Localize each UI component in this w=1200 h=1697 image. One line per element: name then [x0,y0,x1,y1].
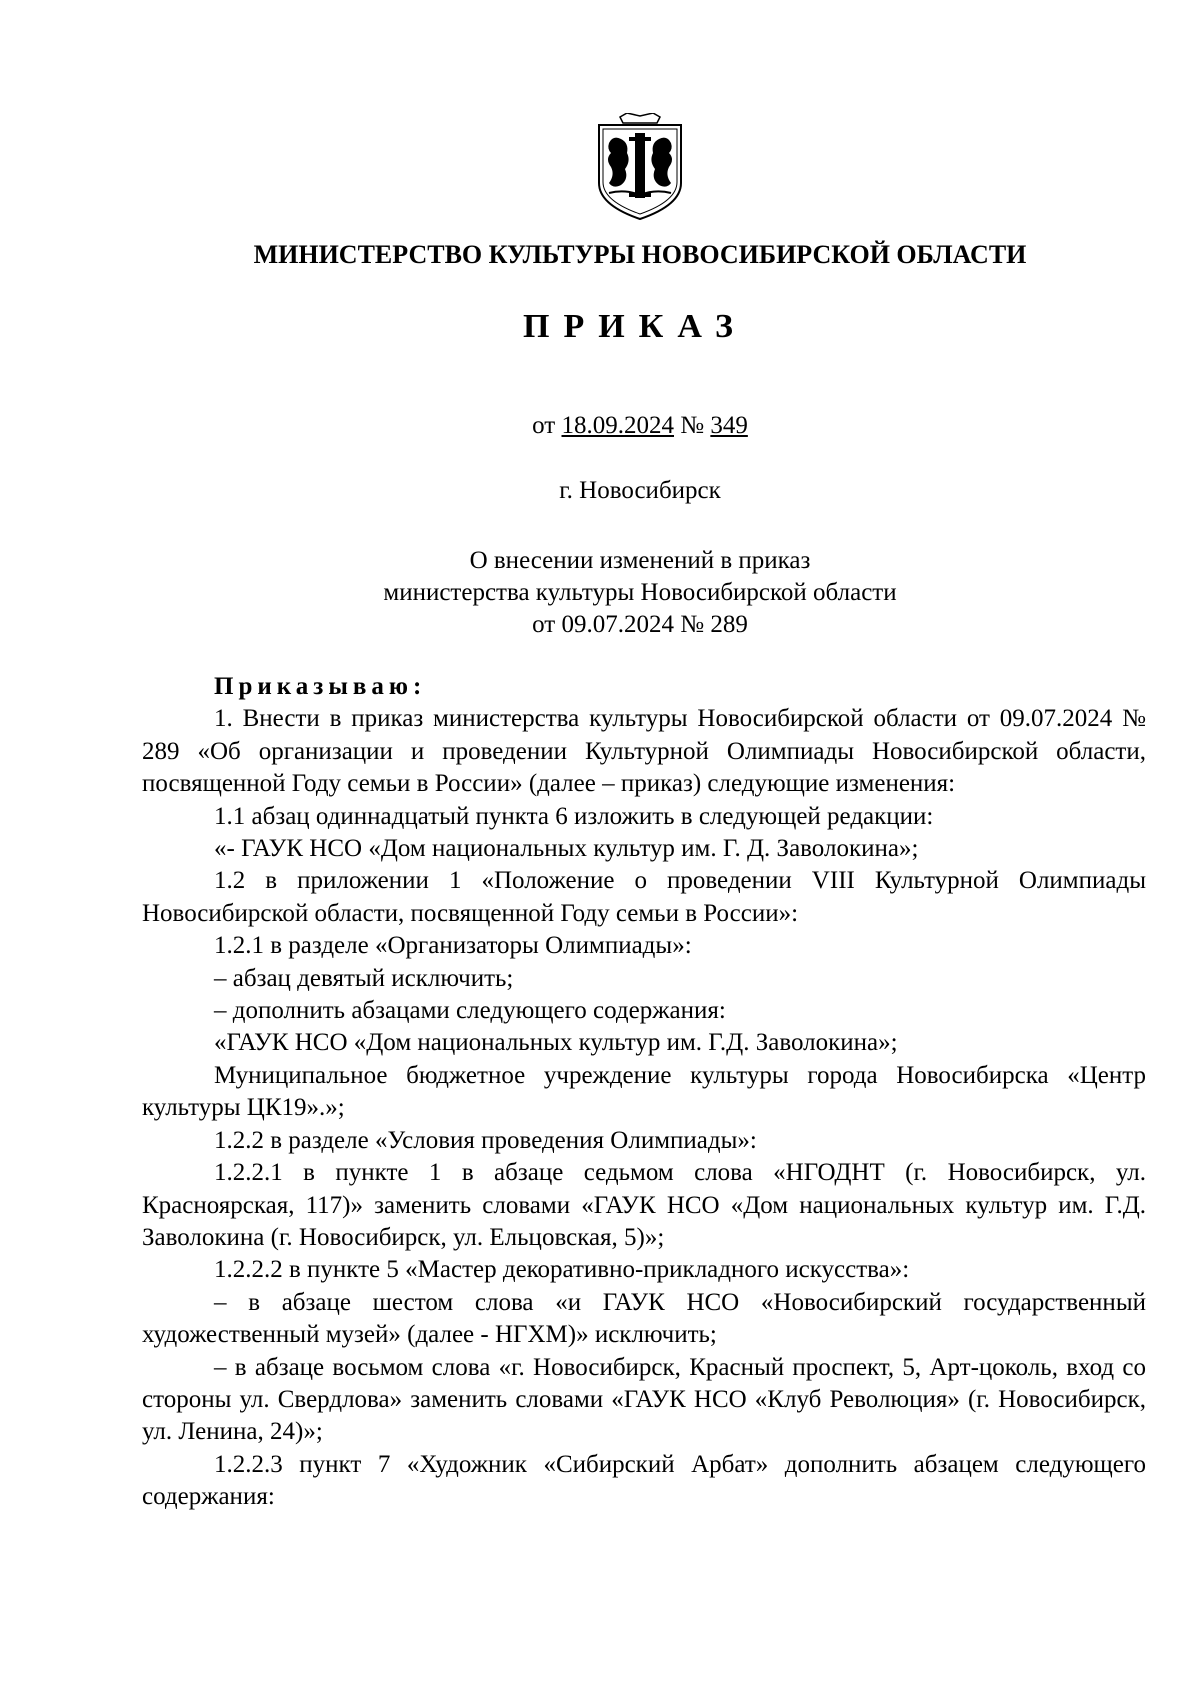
body-paragraph: 1.2.2 в разделе «Условия проведения Олимпиады»: [214,1126,757,1154]
body-paragraph: 1.2 в приложении 1 «Положение о проведении VIII Культурной Олимпиады Новосибирской области, посвященной Году семьи в России»: [142,867,1146,927]
document-type-title: ПРИКАЗ [523,308,747,345]
subject-line: министерства культуры Новосибирской области [383,579,897,606]
subject-line: О внесении изменений в приказ [469,547,811,574]
body-paragraph: – в абзаце восьмом слова «г. Новосибирск, Красный проспект, 5, Арт-цоколь, вход со стороны ул. Свердлова» заменить словами «ГАУК НСО «Клуб Революция» (г. Новосибирск, ул. Ленина, 24)»; [142,1353,1146,1446]
order-date: 18.09.2024 [561,412,674,439]
body-paragraph: 1.2.2.1 в пункте 1 в абзаце седьмом слова «НГОДНТ (г. Новосибирск, ул. Красноярская, 117)» заменить словами «ГАУК НСО «Дом национальных культур им. Г.Д. Заволокина (г. Новосибирск, ул. Ельцовская, 5)»; [142,1159,1146,1251]
subject-line: от 09.07.2024 № 289 [532,611,748,638]
order-subject [40,545,1200,641]
body-paragraph: 1. Внести в приказ министерства культуры Новосибирской области от 09.07.2024 № 289 «Об организации и проведении Культурной Олимпиады Новосибирской области, посвященной Году семьи в России» (далее – приказ) следующие изменения: [142,705,1146,798]
number-prefix: № [674,412,711,439]
body-paragraph: 1.2.2.2 в пункте 5 «Мастер декоративно-прикладного искусства»: [214,1256,910,1284]
body-paragraph: 1.1 абзац одиннадцатый пункта 6 изложить в следующей редакции: [214,802,934,830]
order-date-line [40,412,1200,440]
order-body [142,671,1146,1514]
city-name: г. Новосибирск [559,477,721,504]
ministry-name: МИНИСТЕРСТВО КУЛЬТУРЫ НОВОСИБИРСКОЙ ОБЛАСТИ [253,240,1027,269]
coat-of-arms-icon [595,113,685,223]
body-paragraph: 1.2.1 в разделе «Организаторы Олимпиады»: [214,932,692,960]
body-paragraph: «ГАУК НСО «Дом национальных культур им. Г.Д. Заволокина»; [214,1029,898,1057]
order-number: 349 [710,412,748,439]
body-paragraph: – в абзаце шестом слова «и ГАУК НСО «Новосибирский государственный художественный музей» (далее - НГХМ)» исключить; [142,1288,1146,1349]
order-directive-word: Приказываю: [214,673,427,700]
body-paragraph: 1.2.2.3 пункт 7 «Художник «Сибирский Арбат» дополнить абзацем следующего содержания: [142,1450,1146,1511]
body-paragraph: – абзац девятый исключить; [214,964,514,992]
body-paragraph: Муниципальное бюджетное учреждение культуры города Новосибирска «Центр культуры ЦК19».»; [142,1061,1146,1122]
body-paragraph: – дополнить абзацами следующего содержания: [214,997,726,1025]
body-paragraph: «- ГАУК НСО «Дом национальных культур им. Г. Д. Заволокина»; [214,835,919,863]
date-prefix: от [532,412,562,439]
